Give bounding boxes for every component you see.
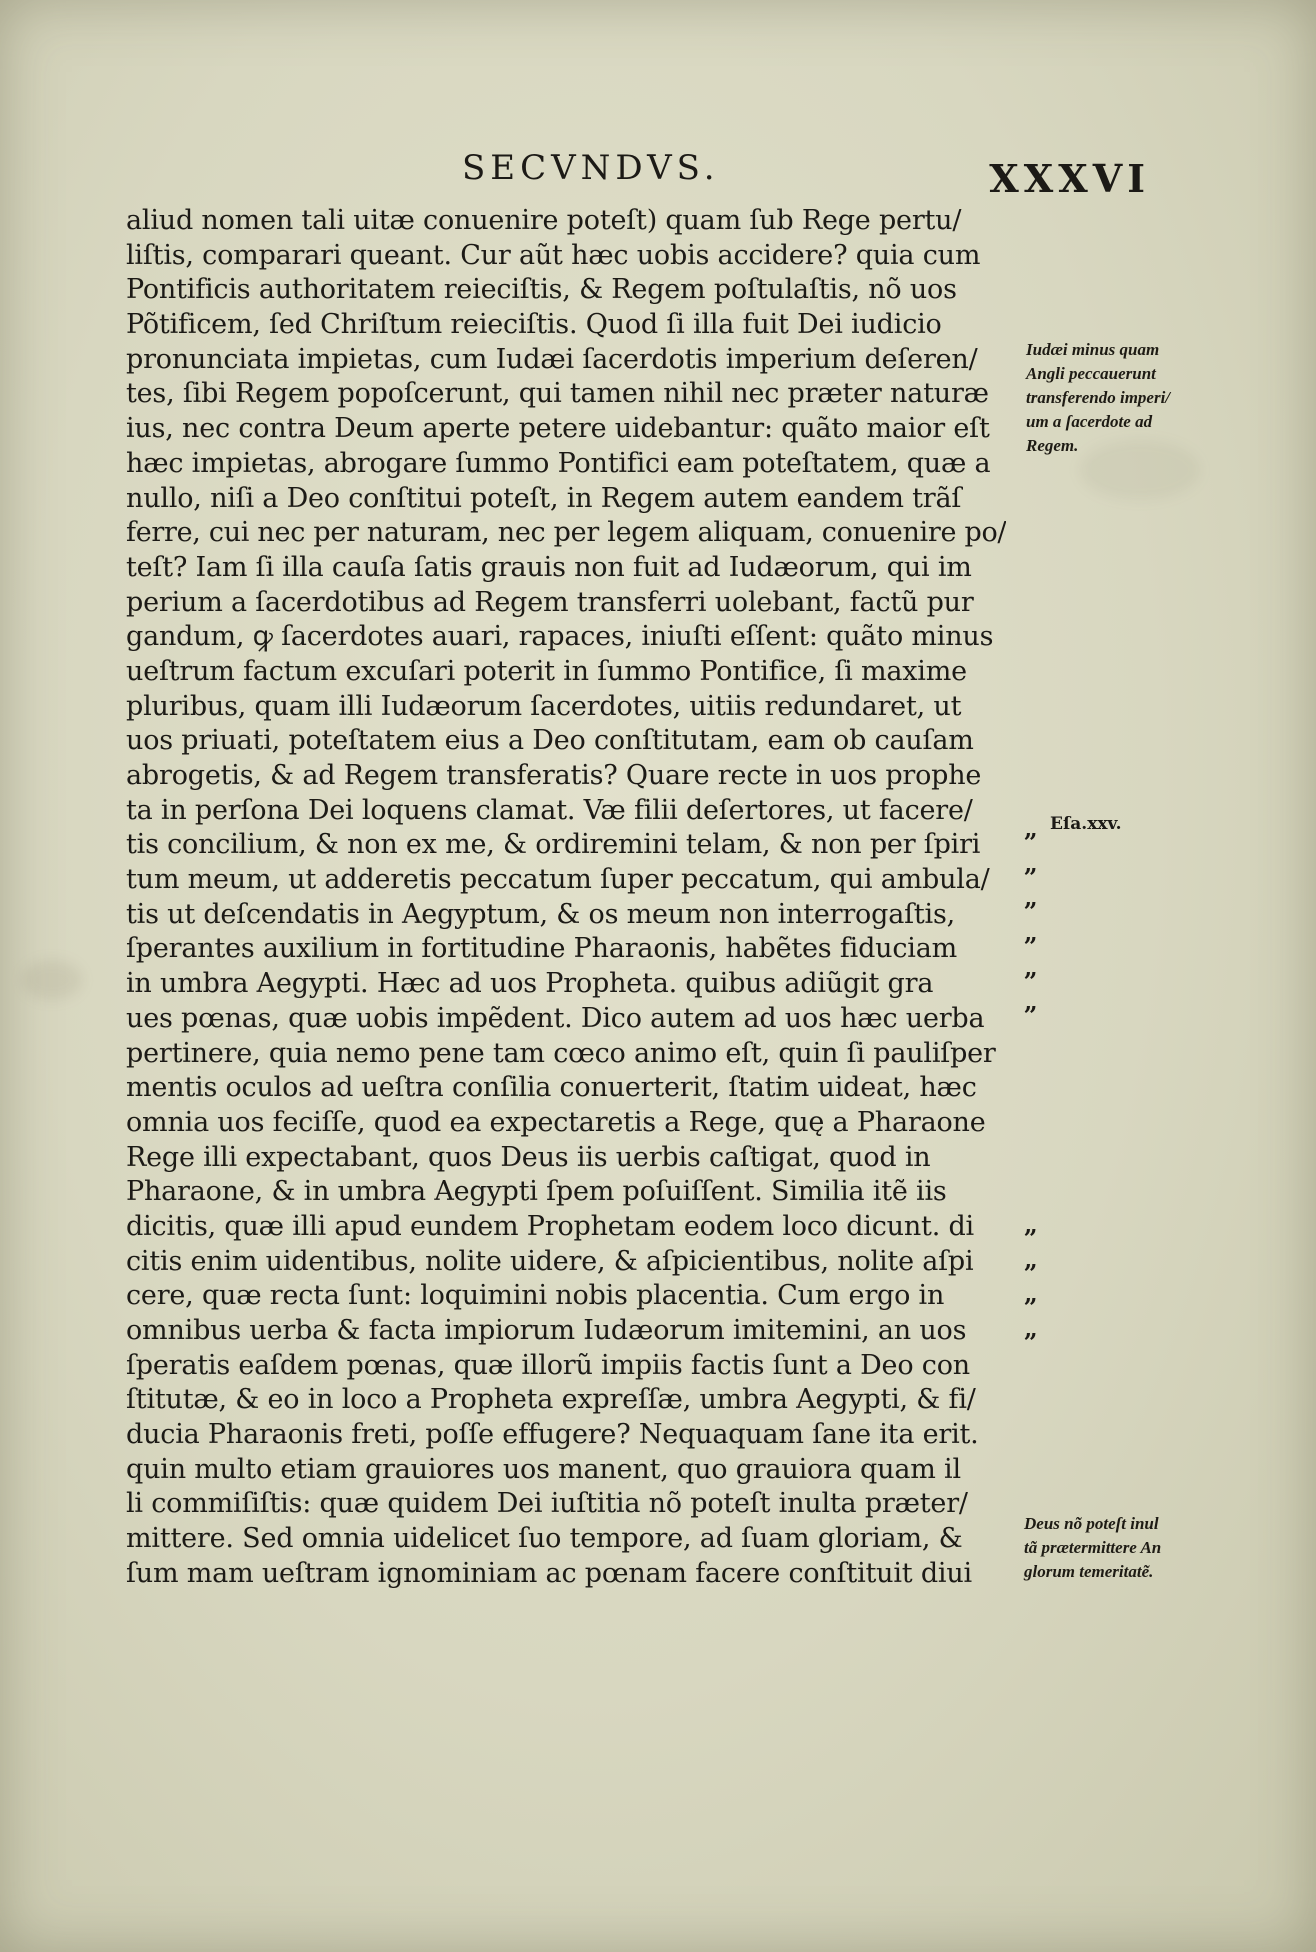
gloss-line: Regem.: [1026, 436, 1079, 455]
marginal-reference-isaiah: Eſa.xxv.: [1050, 814, 1122, 834]
quotation-mark: „: [1024, 883, 1038, 913]
text-line: ſperatis eaſdem pœnas, quæ illorũ impiis factis ſunt a Deo con: [126, 1349, 970, 1381]
marginal-gloss-judaei: [1026, 338, 1170, 458]
quotation-mark: „: [1024, 814, 1038, 843]
text-line: omnia uos feciſſe, quod ea expectaretis a Rege, quę a Pharaone: [126, 1106, 986, 1138]
text-line: liſtis, comparari queant. Cur aũt hæc uobis accidere? quia cum: [126, 239, 981, 271]
text-line: quin multo etiam grauiores uos manent, quo grauiora quam il: [126, 1453, 961, 1485]
text-line: tum meum, ut adderetis peccatum ſuper peccatum, qui ambula/: [126, 864, 990, 896]
gloss-line: tã prætermittere An: [1024, 1538, 1162, 1557]
text-line: ta in perſona Dei loquens clamat. Væ filii deſertores, ut facere/: [126, 794, 973, 826]
text-line: mentis oculos ad ueſtra conſilia conuerterit, ſtatim uideat, hæc: [126, 1072, 977, 1104]
quotation-mark: „: [1024, 1279, 1038, 1309]
quotation-mark: „: [1024, 952, 1038, 982]
text-line: nullo, niſi a Deo conſtitui poteſt, in Regem autem eandem trãſ: [126, 482, 962, 514]
text-line: pronunciata impietas, cum Iudæi ſacerdotis imperium deſeren/: [126, 343, 978, 375]
folio-number: XXXVI: [989, 156, 1150, 201]
text-line: cere, quæ recta ſunt: loquimini nobis placentia. Cum ergo in: [126, 1280, 945, 1312]
text-line: hæc impietas, abrogare ſummo Pontifici eam poteſtatem, quæ a: [126, 447, 991, 479]
gloss-line: Deus nõ poteſt inul: [1024, 1514, 1159, 1533]
text-line: ducia Pharaonis freti, poſſe effugere? Nequaquam ſane ita erit.: [126, 1419, 979, 1451]
text-line: Pharaone, & in umbra Aegypti ſpem poſuiſſent. Similia itẽ iis: [126, 1176, 947, 1208]
text-line: perium a ſacerdotibus ad Regem transferri uolebant, factũ pur: [126, 586, 974, 618]
text-line: Põtificem, ſed Chriſtum reieciſtis. Quod ſi illa fuit Dei iudicio: [126, 309, 942, 341]
text-line: citis enim uidentibus, nolite uidere, & aſpicientibus, nolite aſpi: [126, 1245, 974, 1277]
text-line: Rege illi expectabant, quos Deus iis uerbis caſtigat, quod in: [126, 1141, 931, 1173]
quotation-mark: „: [1024, 1314, 1038, 1344]
text-line: ſum mam ueſtram ignominiam ac pœnam facere conſtituit diui: [126, 1557, 972, 1589]
text-line: gandum, ꝙ ſacerdotes auari, rapaces, iniuſti eſſent: quãto minus: [126, 621, 994, 653]
quotation-mark: „: [1024, 1210, 1038, 1239]
text-line: tis ut deſcendatis in Aegyptum, & os meum non interrogaſtis,: [126, 898, 956, 930]
text-line: aliud nomen tali uitæ conuenire poteſt) quam ſub Rege pertu/: [126, 205, 962, 236]
quotation-mark: „: [1024, 848, 1038, 878]
gloss-line: Angli peccauerunt: [1026, 364, 1156, 383]
text-line: ferre, cui nec per naturam, nec per legem aliquam, conuenire po/: [126, 517, 1006, 549]
running-head: SECVNDVS.: [462, 148, 720, 188]
text-line: omnibus uerba & facta impiorum Iudæorum imitemini, an uos: [126, 1315, 967, 1346]
page-stain: [22, 960, 82, 1000]
quotation-marks-group-1: [1024, 812, 1054, 1020]
text-line: pluribus, quam illi Iudæorum ſacerdotes, uitiis redundaret, ut: [126, 690, 962, 722]
gloss-line: glorum temeritatẽ.: [1024, 1562, 1154, 1581]
gloss-line: um a ſacerdote ad: [1026, 412, 1153, 431]
text-line: ues pœnas, quæ uobis impẽdent. Dico autem ad uos hæc uerba: [126, 1002, 985, 1034]
text-line: tes, ſibi Regem popoſcerunt, qui tamen nihil nec præter naturæ: [126, 378, 989, 410]
main-text-block: [126, 204, 1006, 1592]
gloss-line: Iudæi minus quam: [1026, 340, 1160, 359]
text-line: ueſtrum factum excuſari poterit in ſummo Pontifice, ſi maxime: [126, 655, 967, 687]
text-line: tis concilium, & non ex me, & ordiremini telam, & non per ſpiri: [126, 829, 981, 861]
text-line: dicitis, quæ illi apud eundem Prophetam eodem loco dicunt. di: [126, 1210, 974, 1242]
text-line: ius, nec contra Deum aperte petere uidebantur: quãto maior eſt: [126, 413, 990, 445]
text-line: teſt? Iam ſi illa cauſa ſatis grauis non fuit ad Iudæorum, qui im: [126, 551, 972, 583]
text-line: abrogetis, & ad Regem transferatis? Quare recte in uos prophe: [126, 760, 982, 791]
quotation-mark: „: [1024, 987, 1038, 1017]
text-line: Pontificis authoritatem reieciſtis, & Regem poſtulaſtis, nõ uos: [126, 274, 957, 306]
text-line: uos priuati, poteſtatem eius a Deo conſtitutam, eam ob cauſam: [126, 725, 974, 757]
text-line: li commiſiſtis: quæ quidem Dei iuſtitia nõ poteſt inulta præter/: [126, 1488, 968, 1520]
quotation-mark: „: [1024, 1244, 1038, 1274]
text-line: mittere. Sed omnia uidelicet ſuo tempore, ad ſuam gloriam, &: [126, 1523, 963, 1555]
marginal-gloss-deus: [1024, 1512, 1161, 1584]
text-line: ſtitutæ, & eo in loco a Propheta expreſſæ, umbra Aegypti, & fi/: [126, 1384, 976, 1416]
text-line: ſperantes auxilium in fortitudine Pharaonis, habẽtes fiduciam: [126, 933, 957, 965]
gloss-line: transferendo imperi/: [1026, 388, 1171, 407]
quotation-mark: „: [1024, 918, 1038, 948]
text-line: in umbra Aegypti. Hæc ad uos Propheta. quibus adiũgit gra: [126, 968, 934, 1000]
text-line: pertinere, quia nemo pene tam cœco animo eſt, quin ſi pauliſper: [126, 1037, 996, 1069]
quotation-marks-group-2: [1024, 1208, 1054, 1347]
